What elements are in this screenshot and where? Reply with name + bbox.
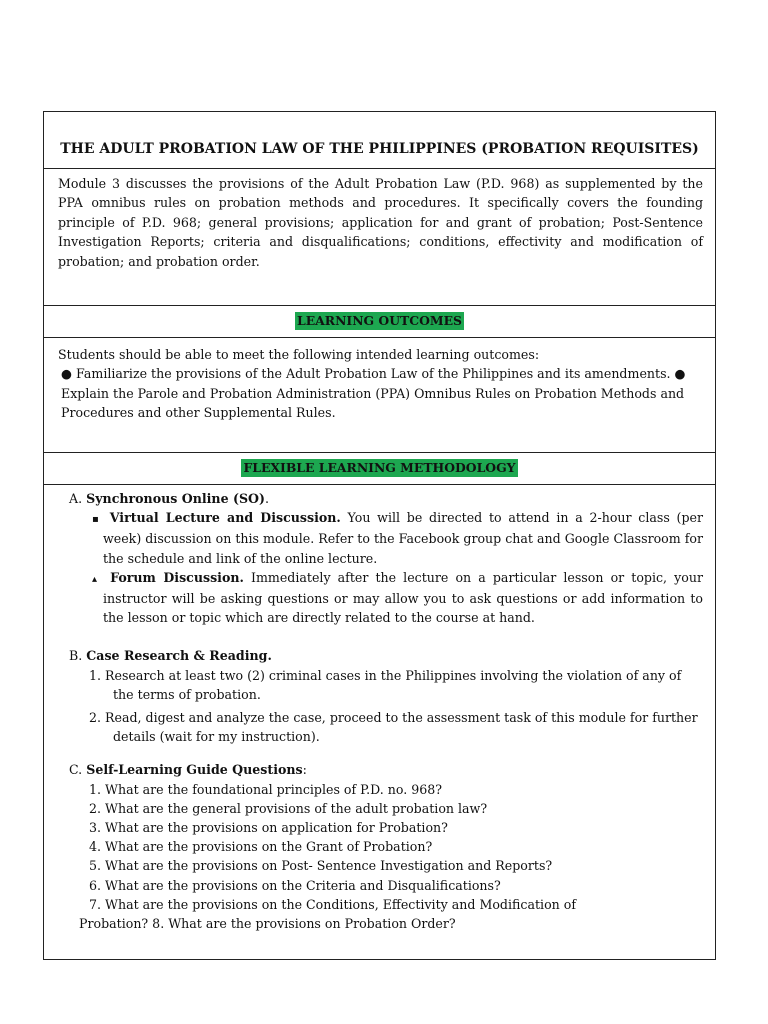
triangle-bullet-icon: ▴	[92, 573, 98, 585]
section-c-title: Self-Learning Guide Questions	[86, 762, 303, 778]
learning-outcomes-band	[44, 305, 715, 337]
section-c-heading	[69, 760, 703, 779]
section-a-heading	[69, 489, 703, 508]
module-intro: Module 3 discusses the provisions of the Adult Probation Law (P.D. 968) as supplemented by the PPA omnibus rules on probation methods and procedures. It specifically covers the founding principle of P.D. 968; general provisions; application for and grant of probation; Post-Sentence Investigation Reports; criteria and disqualifications; conditions, effectivity and modification of probation; and probation order.	[58, 176, 703, 269]
section-a-marker: A.	[69, 491, 83, 506]
section-b-marker: B.	[69, 648, 83, 664]
learning-outcomes-body	[44, 338, 715, 452]
module-document	[43, 111, 716, 960]
list-item: 1. Research at least two (2) criminal cases in the Philippines involving the violation of any of the terms of probation.	[89, 667, 682, 702]
square-bullet-icon: ▪	[92, 514, 99, 526]
question-item: 2. What are the general provisions of the adult probation law?	[89, 800, 488, 816]
module-title: THE ADULT PROBATION LAW OF THE PHILIPPINES (PROBATION REQUISITES)	[60, 141, 699, 157]
methodology-band	[44, 452, 715, 484]
outcomes-lead: Students should be able to meet the following intended learning outcomes:	[58, 347, 540, 362]
section-c-marker: C.	[69, 762, 83, 778]
list-item	[69, 568, 703, 628]
item-title: Virtual Lecture and Discussion.	[109, 510, 341, 526]
learning-outcomes-heading: LEARNING OUTCOMES	[297, 313, 462, 328]
question-item: 7. What are the provisions on the Conditions, Effectivity and Modification of	[89, 896, 577, 912]
question-item: 3. What are the provisions on application for Probation?	[89, 820, 448, 836]
section-b-title: Case Research & Reading.	[86, 648, 272, 664]
list-item	[69, 508, 703, 568]
methodology-heading: FLEXIBLE LEARNING METHODOLOGY	[243, 460, 516, 475]
item-title: Forum Discussion.	[110, 569, 244, 585]
outcome-line: Procedures and other Supplemental Rules.	[61, 405, 336, 421]
section-c-suffix: :	[302, 762, 307, 778]
outcome-line: Explain the Parole and Probation Administration (PPA) Omnibus Rules on Probation Methods and	[61, 385, 685, 401]
item-text: Immediately after the lecture on a particular lesson or topic, your instructor will be asking questions or may allow you to ask questions or add information to the lesson or topic which are directly related to the course at hand.	[103, 569, 703, 626]
section-b-heading	[69, 646, 703, 665]
methodology-body	[44, 485, 715, 960]
outcome-line: ● Familiarize the provisions of the Adult Probation Law of the Philippines and its amendments. ●	[61, 366, 686, 382]
question-item: 1. What are the foundational principles of P.D. no. 968?	[89, 781, 443, 797]
question-item: Probation? 8. What are the provisions on Probation Order?	[79, 916, 456, 932]
question-item: 4. What are the provisions on the Grant of Probation?	[89, 839, 433, 855]
list-item: 2. Read, digest and analyze the case, proceed to the assessment task of this module for further details (wait for my instruction).	[89, 710, 698, 745]
question-item: 6. What are the provisions on the Criteria and Disqualifications?	[89, 877, 501, 893]
section-a-title: Synchronous Online (SO)	[86, 491, 265, 506]
section-a-suffix: .	[264, 491, 269, 506]
question-item: 5. What are the provisions on Post- Sentence Investigation and Reports?	[89, 858, 553, 874]
item-text: You will be directed to attend in a 2-hour class (per week) discussion on this module. Refer to the Facebook group chat and Google Classroom for the schedule and link of the online lecture.	[103, 510, 703, 566]
title-section	[44, 112, 715, 168]
